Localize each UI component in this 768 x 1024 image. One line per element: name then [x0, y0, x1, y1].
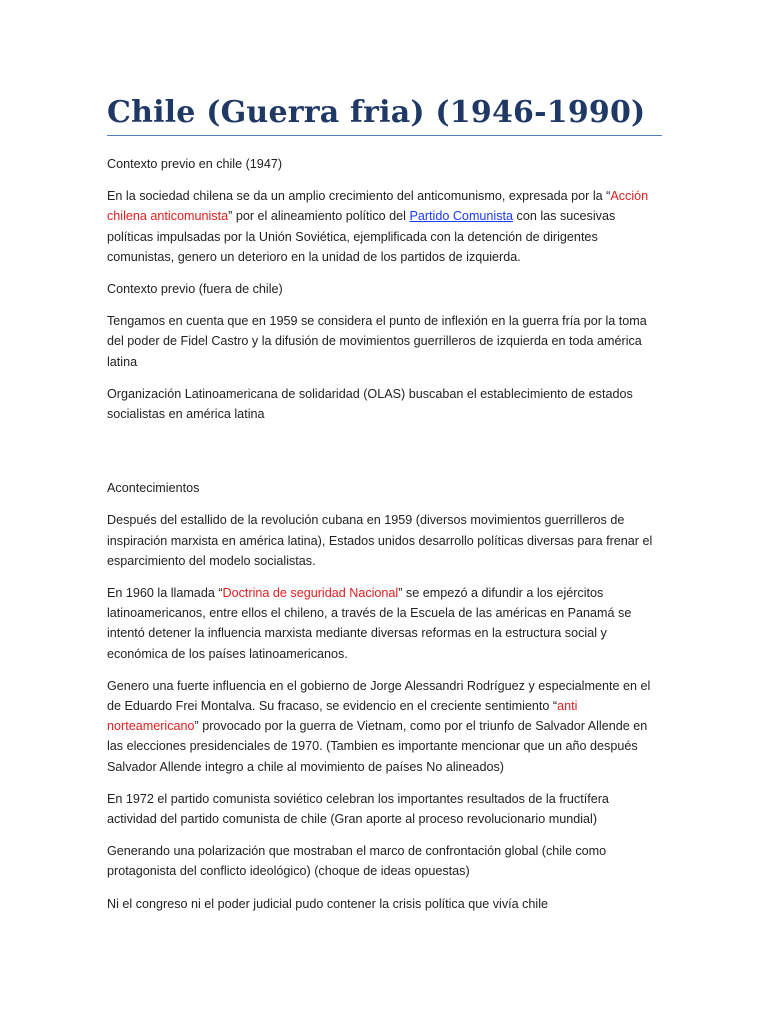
paragraph-congreso: Ni el congreso ni el poder judicial pudo contener la crisis política que vivía chile: [107, 896, 549, 911]
text-run: En la sociedad chilena se da un amplio crecimiento del anticomunismo, expresada por la “: [107, 189, 611, 204]
text-run: ” por el alineamiento político del: [228, 209, 410, 224]
document-body: [107, 93, 662, 926]
link-partido-comunista[interactable]: Partido Comunista: [409, 209, 514, 224]
heading-acontecimientos: Acontecimientos: [107, 481, 200, 496]
paragraph-doctrina: [107, 583, 662, 664]
heading-contexto-fuera: Contexto previo (fuera de chile): [107, 282, 283, 297]
paragraph-polarizacion: Generando una polarización que mostraban el marco de confrontación global (chile como protagonista del conflicto ideológico) (choque de ideas opuestas): [107, 844, 607, 879]
paragraph-inflexion: Tengamos en cuenta que en 1959 se considera el punto de inflexión en la guerra fría por la toma del poder de Fidel Castro y la difusión de movimientos guerrilleros de izquierda en toda américa latina: [107, 314, 647, 369]
heading-contexto-chile: Contexto previo en chile (1947): [107, 157, 283, 171]
highlight-anti-norteamericano: anti norteamericano: [107, 699, 578, 734]
document-title: Chile (Guerra fria) (1946-1990): [107, 93, 662, 136]
paragraph-olas: Organización Latinoamericana de solidaridad (OLAS) buscaban el establecimiento de estados socialistas en américa latina: [107, 386, 633, 422]
paragraph-alessandri: [107, 676, 662, 777]
highlight-accion-chilena: Acción chilena anticomunista: [107, 189, 649, 224]
text-run: ” provocado por la guerra de Vietnam, como por el triunfo de Salvador Allende en las elecciones presidenciales de 1970. (Tambien es importante mencionar que un año después Salvador Allende integro a chile al movimiento de países No alineados): [107, 719, 648, 774]
spacer: [107, 136, 662, 154]
text-run: En 1960 la llamada “: [107, 586, 223, 601]
highlight-doctrina: Doctrina de seguridad Nacional: [222, 586, 399, 601]
paragraph-revolucion-cubana: Después del estallido de la revolución cubana en 1959 (diversos movimientos guerrilleros de inspiración marxista en américa latina), Estados unidos desarrollo políticas diversas para frenar el esparcimiento del modelo socialistas.: [107, 513, 653, 568]
spacer: [107, 436, 662, 478]
text-run: con las sucesivas políticas impulsadas por la Unión Soviética, ejemplificada con la detención de dirigentes comunistas, genero un deterioro en la unidad de los partidos de izquierda.: [107, 209, 616, 264]
paragraph-anticomunismo: [107, 186, 662, 267]
text-run: Genero una fuerte influencia en el gobierno de Jorge Alessandri Rodríguez y especialmente en el de Eduardo Frei Montalva. Su fracaso, se evidencio en el creciente sentimiento “: [107, 678, 651, 714]
paragraph-1972: En 1972 el partido comunista soviético celebran los importantes resultados de la fructífera actividad del partido comunista de chile (Gran aporte al proceso revolucionario mundial): [107, 791, 609, 827]
text-run: ” se empezó a difundir a los ejércitos latinoamericanos, entre ellos el chileno, a través de la Escuela de las américas en Panamá se intentó detener la influencia marxista mediante diversas reformas en la estructura social y económica de los países latinoamericanos.: [107, 586, 632, 661]
